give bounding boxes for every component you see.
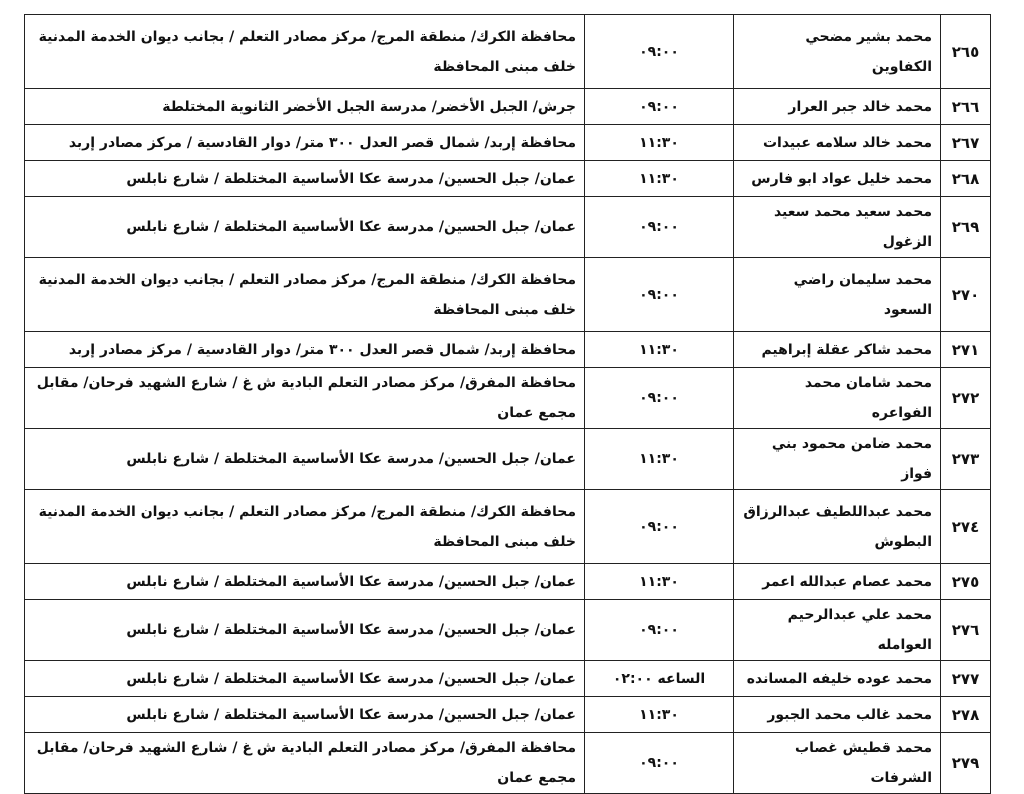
table-row — [25, 490, 991, 564]
table-row — [25, 89, 991, 125]
table-row — [25, 368, 991, 429]
exam-location: محافظة الكرك/ منطقة المرج/ مركز مصادر التعلم / بجانب ديوان الخدمة المدنية خلف مبنى المحافظة — [25, 258, 585, 332]
exam-time: ٠٩:٠٠ — [585, 15, 734, 89]
exam-time: ٠٩:٠٠ — [585, 89, 734, 125]
exam-location: عمان/ جبل الحسين/ مدرسة عكا الأساسية المختلطة / شارع نابلس — [25, 697, 585, 733]
table-row — [25, 697, 991, 733]
table-row — [25, 332, 991, 368]
exam-time: الساعه ٠٢:٠٠ — [585, 661, 734, 697]
row-number: ٢٧٩ — [941, 733, 991, 794]
exam-location: عمان/ جبل الحسين/ مدرسة عكا الأساسية المختلطة / شارع نابلس — [25, 161, 585, 197]
row-number: ٢٧١ — [941, 332, 991, 368]
candidate-name: محمد عوده خليفه المسانده — [734, 661, 941, 697]
exam-location: عمان/ جبل الحسين/ مدرسة عكا الأساسية المختلطة / شارع نابلس — [25, 600, 585, 661]
exam-time: ١١:٣٠ — [585, 125, 734, 161]
table-row — [25, 197, 991, 258]
exam-location: عمان/ جبل الحسين/ مدرسة عكا الأساسية المختلطة / شارع نابلس — [25, 429, 585, 490]
row-number: ٢٦٧ — [941, 125, 991, 161]
exam-time: ١١:٣٠ — [585, 332, 734, 368]
row-number: ٢٧٨ — [941, 697, 991, 733]
row-number: ٢٧٠ — [941, 258, 991, 332]
table-row — [25, 600, 991, 661]
table-row — [25, 429, 991, 490]
row-number: ٢٧٤ — [941, 490, 991, 564]
table-row — [25, 161, 991, 197]
row-number: ٢٦٥ — [941, 15, 991, 89]
exam-location: عمان/ جبل الحسين/ مدرسة عكا الأساسية المختلطة / شارع نابلس — [25, 661, 585, 697]
exam-time: ٠٩:٠٠ — [585, 368, 734, 429]
table-row — [25, 733, 991, 794]
candidate-name: محمد خالد جبر العرار — [734, 89, 941, 125]
exam-time: ١١:٣٠ — [585, 161, 734, 197]
candidate-name: محمد شامان محمد الفواعره — [734, 368, 941, 429]
candidate-name: محمد عبداللطيف عبدالرزاق البطوش — [734, 490, 941, 564]
table-row — [25, 258, 991, 332]
exam-location: محافظة إربد/ شمال قصر العدل ٣٠٠ متر/ دوار القادسية / مركز مصادر إربد — [25, 125, 585, 161]
exam-location: عمان/ جبل الحسين/ مدرسة عكا الأساسية المختلطة / شارع نابلس — [25, 197, 585, 258]
row-number: ٢٧٢ — [941, 368, 991, 429]
exam-location: عمان/ جبل الحسين/ مدرسة عكا الأساسية المختلطة / شارع نابلس — [25, 564, 585, 600]
exam-location: محافظة المفرق/ مركز مصادر التعلم البادية ش غ / شارع الشهيد فرحان/ مقابل مجمع عمان — [25, 733, 585, 794]
candidate-name: محمد غالب محمد الجبور — [734, 697, 941, 733]
table-row — [25, 564, 991, 600]
exam-time: ٠٩:٠٠ — [585, 600, 734, 661]
exam-time: ١١:٣٠ — [585, 564, 734, 600]
candidate-name: محمد خليل عواد ابو فارس — [734, 161, 941, 197]
candidate-name: محمد سعيد محمد سعيد الزغول — [734, 197, 941, 258]
candidate-name: محمد قطيش غصاب الشرفات — [734, 733, 941, 794]
table-row — [25, 661, 991, 697]
exam-location: محافظة الكرك/ منطقة المرج/ مركز مصادر التعلم / بجانب ديوان الخدمة المدنية خلف مبنى المحافظة — [25, 15, 585, 89]
row-number: ٢٧٣ — [941, 429, 991, 490]
table-row — [25, 125, 991, 161]
row-number: ٢٦٦ — [941, 89, 991, 125]
candidate-name: محمد خالد سلامه عبيدات — [734, 125, 941, 161]
candidate-name: محمد سليمان راضي السعود — [734, 258, 941, 332]
exam-time: ٠٩:٠٠ — [585, 258, 734, 332]
table-row — [25, 15, 991, 89]
row-number: ٢٦٩ — [941, 197, 991, 258]
schedule-sheet — [24, 14, 991, 794]
candidate-name: محمد عصام عبدالله اعمر — [734, 564, 941, 600]
exam-location: جرش/ الجبل الأخضر/ مدرسة الجبل الأخضر الثانوية المختلطة — [25, 89, 585, 125]
candidate-name: محمد علي عبدالرحيم العوامله — [734, 600, 941, 661]
row-number: ٢٧٧ — [941, 661, 991, 697]
exam-time: ١١:٣٠ — [585, 429, 734, 490]
exam-time: ٠٩:٠٠ — [585, 490, 734, 564]
exam-time: ٠٩:٠٠ — [585, 733, 734, 794]
schedule-table — [24, 14, 991, 794]
exam-location: محافظة إربد/ شمال قصر العدل ٣٠٠ متر/ دوار القادسية / مركز مصادر إربد — [25, 332, 585, 368]
exam-time: ١١:٣٠ — [585, 697, 734, 733]
row-number: ٢٧٥ — [941, 564, 991, 600]
candidate-name: محمد ضامن محمود بني فواز — [734, 429, 941, 490]
row-number: ٢٦٨ — [941, 161, 991, 197]
candidate-name: محمد بشير مضحي الكفاوين — [734, 15, 941, 89]
exam-time: ٠٩:٠٠ — [585, 197, 734, 258]
exam-location: محافظة المفرق/ مركز مصادر التعلم البادية ش غ / شارع الشهيد فرحان/ مقابل مجمع عمان — [25, 368, 585, 429]
candidate-name: محمد شاكر عقلة إبراهيم — [734, 332, 941, 368]
row-number: ٢٧٦ — [941, 600, 991, 661]
exam-location: محافظة الكرك/ منطقة المرج/ مركز مصادر التعلم / بجانب ديوان الخدمة المدنية خلف مبنى المحافظة — [25, 490, 585, 564]
